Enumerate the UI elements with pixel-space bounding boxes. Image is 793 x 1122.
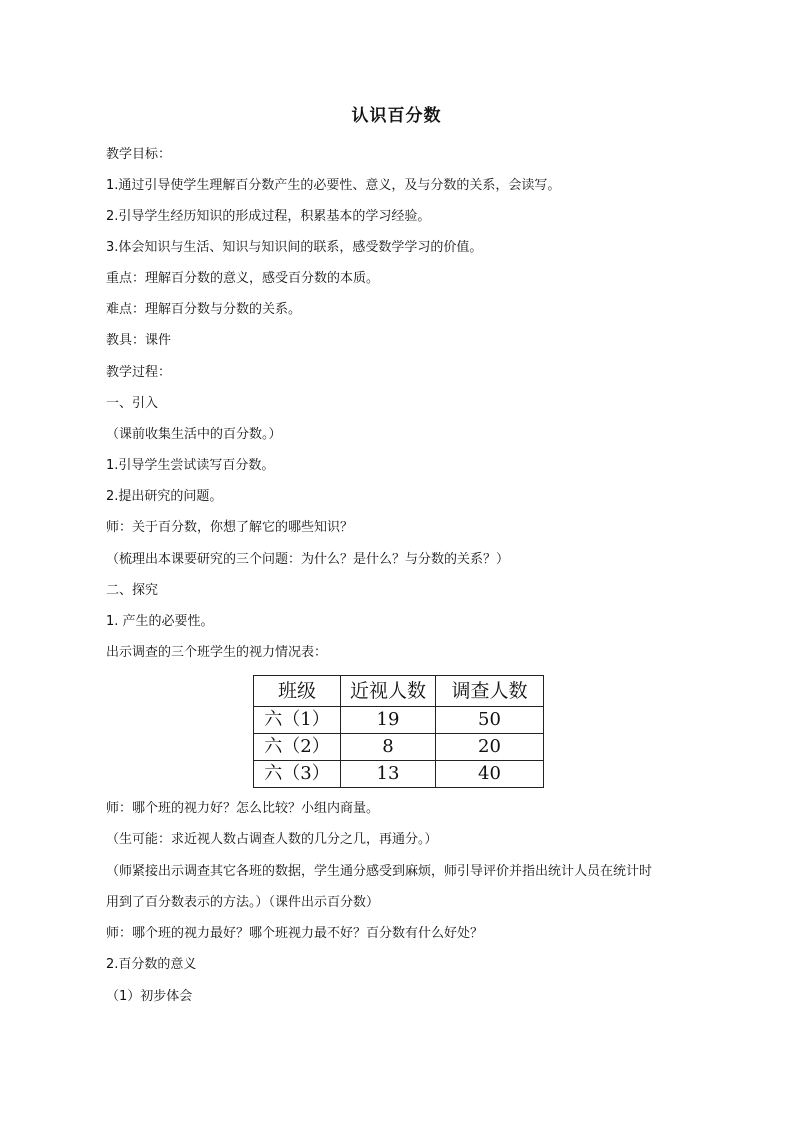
meaning-heading: 2.百分数的意义 bbox=[106, 957, 197, 972]
teacher-guidance-line-2: 用到了百分数表示的方法。）（课件出示百分数） bbox=[106, 895, 380, 910]
vision-survey-table bbox=[253, 675, 544, 788]
myopia-count-cell: 19 bbox=[341, 707, 436, 734]
myopia-count-cell: 8 bbox=[341, 734, 436, 761]
survey-count-cell: 50 bbox=[436, 707, 544, 734]
teaching-goals-heading: 教学目标： bbox=[106, 147, 172, 162]
necessity-heading: 1. 产生的必要性。 bbox=[106, 614, 214, 629]
survey-count-cell: 40 bbox=[436, 761, 544, 788]
table-row bbox=[254, 734, 544, 761]
process-heading: 教学过程： bbox=[106, 365, 172, 380]
class-cell: 六（2） bbox=[254, 734, 341, 761]
goal-line-1: 1.通过引导使学生理解百分数产生的必要性、意义，及与分数的关系，会读写。 bbox=[106, 178, 561, 193]
table-header-myopia-count: 近视人数 bbox=[341, 676, 436, 707]
summary-question-line: （梳理出本课要研究的三个问题：为什么？是什么？与分数的关系？） bbox=[106, 552, 510, 567]
table-row bbox=[254, 761, 544, 788]
introduction-step-2: 2.提出研究的问题。 bbox=[106, 489, 223, 504]
survey-count-cell: 20 bbox=[436, 734, 544, 761]
class-cell: 六（1） bbox=[254, 707, 341, 734]
introduction-note: （课前收集生活中的百分数。） bbox=[106, 427, 282, 442]
teacher-question-line: 师：关于百分数，你想了解它的哪些知识？ bbox=[106, 520, 354, 535]
document-title: 认识百分数 bbox=[351, 106, 442, 126]
comparison-question-line: 师：哪个班的视力好？怎么比较？小组内商量。 bbox=[106, 801, 380, 816]
table-header-class: 班级 bbox=[254, 676, 341, 707]
best-vision-question-line: 师：哪个班的视力最好？哪个班视力最不好？百分数有什么好处？ bbox=[106, 926, 484, 941]
section-exploration: 二、探究 bbox=[106, 583, 159, 598]
myopia-count-cell: 13 bbox=[341, 761, 436, 788]
goal-line-2: 2.引导学生经历知识的形成过程，积累基本的学习经验。 bbox=[106, 209, 431, 224]
section-introduction: 一、引入 bbox=[106, 396, 159, 411]
teacher-guidance-line-1: （师紧接出示调查其它各班的数据，学生通分感受到麻烦，师引导评价并指出统计人员在统计时 bbox=[106, 864, 653, 879]
difficulty-line: 难点：理解百分数与分数的关系。 bbox=[106, 302, 302, 317]
table-intro-line: 出示调查的三个班学生的视力情况表： bbox=[106, 645, 328, 660]
student-possible-answer-line: （生可能：求近视人数占调查人数的几分之几，再通分。） bbox=[106, 832, 438, 847]
table-header-row bbox=[254, 676, 544, 707]
introduction-step-1: 1.引导学生尝试读写百分数。 bbox=[106, 458, 275, 473]
initial-experience-heading: （1）初步体会 bbox=[106, 989, 193, 1004]
table-row bbox=[254, 707, 544, 734]
table-header-survey-count: 调查人数 bbox=[436, 676, 544, 707]
materials-line: 教具：课件 bbox=[106, 333, 172, 348]
goal-line-3: 3.体会知识与生活、知识与知识间的联系，感受数学学习的价值。 bbox=[106, 240, 483, 255]
class-cell: 六（3） bbox=[254, 761, 341, 788]
key-point-line: 重点：理解百分数的意义，感受百分数的本质。 bbox=[106, 271, 380, 286]
